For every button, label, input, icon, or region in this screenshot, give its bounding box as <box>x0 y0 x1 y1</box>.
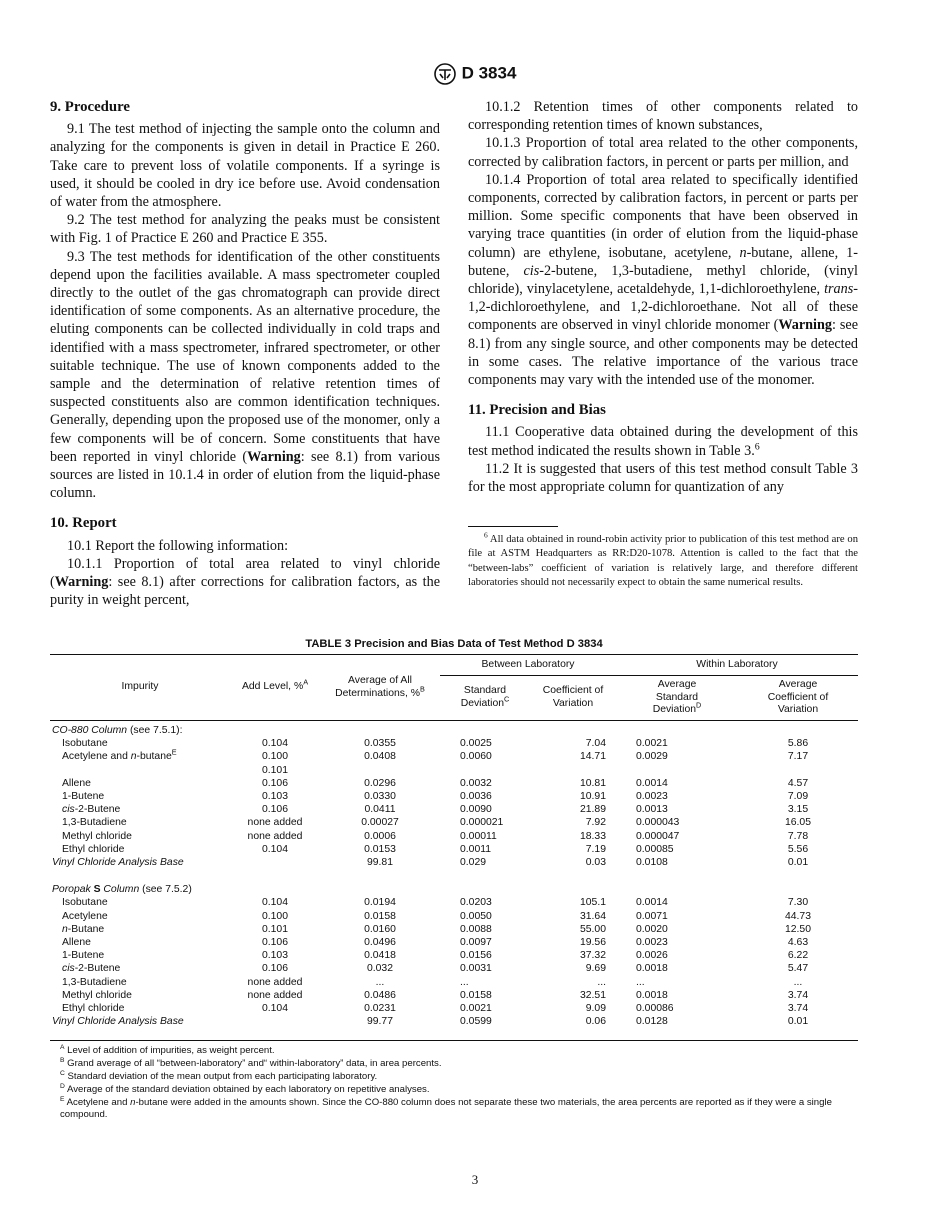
impurity-cell: cis-2-Butene <box>62 963 121 975</box>
impurity-cell: 1-Butene <box>62 791 105 803</box>
table-caption: TABLE 3 Precision and Bias Data of Test Method D 3834 <box>305 638 603 650</box>
value-cell: 44.73 <box>784 910 811 922</box>
footnote-key: E <box>60 1095 65 1103</box>
precision-table <box>50 654 858 1041</box>
italic-n: n <box>130 1096 136 1108</box>
value-cell: 0.106 <box>261 804 288 816</box>
value-cell: 0.0060 <box>460 751 492 763</box>
footnote-key: D <box>60 1082 65 1090</box>
footnote-rule <box>468 526 558 527</box>
value-cell: 0.0071 <box>636 910 668 922</box>
column-name-bold: S <box>93 884 101 896</box>
value-cell: ... <box>636 976 645 988</box>
section-title: CO-880 Column (see 7.5.1): <box>52 725 183 736</box>
value-cell: 0.0156 <box>460 950 492 962</box>
value-cell: 0.103 <box>261 791 288 803</box>
value-cell: 3.74 <box>787 989 809 1001</box>
value-cell: 0.106 <box>261 937 288 949</box>
value-cell: 0.0013 <box>636 804 668 816</box>
header-add-level-text: Add Level, % <box>241 681 304 693</box>
header-average-sup: B <box>420 684 425 694</box>
footnote-6-mark: 6 <box>484 530 488 540</box>
header-wsd-text: Average Standard Deviation <box>652 679 699 716</box>
table-row <box>50 976 858 989</box>
header-avg-standard-deviation <box>616 676 738 721</box>
value-cell: 21.89 <box>579 804 606 816</box>
value-cell: 9.69 <box>585 963 606 975</box>
value-cell: ... <box>793 976 803 988</box>
value-cell: 31.64 <box>579 910 606 922</box>
value-cell: 0.0158 <box>460 989 492 1001</box>
value-cell <box>616 764 738 777</box>
footnote-key: B <box>60 1057 65 1065</box>
value-cell: 4.63 <box>787 937 809 949</box>
header-between-laboratory: Between Laboratory <box>440 655 616 676</box>
value-cell: 0.0026 <box>636 950 668 962</box>
para-10-1: 10.1 Report the following information: <box>67 537 289 554</box>
para-11-1-text: 11.1 Cooperative data obtained during the development of this test method indicated the results shown in Table 3. <box>468 424 858 459</box>
para-9-2: 9.2 The test method for analyzing the peaks must be consistent with Fig. 1 of Practice E 260 and Practice E 355. <box>50 212 440 247</box>
left-column <box>50 98 440 609</box>
value-cell: 0.0160 <box>364 923 396 935</box>
impurity-cell: 1-Butene <box>62 950 105 962</box>
value-cell: 0.00027 <box>361 817 399 829</box>
value-cell: 14.71 <box>579 751 606 763</box>
right-column <box>468 98 858 590</box>
value-cell: 0.0021 <box>636 738 668 750</box>
header-within-laboratory: Within Laboratory <box>616 655 858 676</box>
table-row <box>50 923 858 936</box>
impurity-cell: Allene <box>62 937 91 949</box>
value-cell: 0.0418 <box>364 950 396 962</box>
table-row <box>50 830 858 843</box>
para-10-1-4-d: -1,2-dichloroethylene, and 1,2-dichloroethane. Not all of these components are observed in vinyl chloride monomer ( <box>468 281 858 334</box>
value-cell: 7.04 <box>585 738 606 750</box>
para-9-1: 9.1 The test method of injecting the sample onto the column and analyzing for the components is given in detail in Practice E 260. Take care to prevent loss of volatile components. If a syringe is used, it should be cooled in dry ice before use. Avoid condensation of water from the atmosphere. <box>50 121 440 211</box>
para-9-3-b: : see 8.1) from various sources are listed in 10.1.4 in order of elution from the liquid-phase column. <box>50 448 440 502</box>
value-cell: 3.74 <box>787 1003 809 1015</box>
para-10-1-4-a: 10.1.4 Proportion of total area related to specifically identified components, corrected by calibration factors, in percent or parts per million. Some specific components that have been observed in varying trace quantities (in order of elution from the liquid-phase column) are ethylene, isobutane, acetylene, <box>468 171 858 261</box>
para-10-1-4-e: : see 8.1) from any single source, and other components may be detected in some cases. The relative importance of the various trace components may vary with the intended use of the monomer. <box>468 317 858 389</box>
header-impurity: Impurity <box>50 655 230 721</box>
value-cell: 0.0050 <box>460 910 492 922</box>
value-cell: 0.0408 <box>364 751 396 763</box>
header-standard-deviation <box>440 676 530 721</box>
value-cell: ... <box>597 976 606 988</box>
impurity-cell: cis-2-Butene <box>62 804 121 816</box>
footnote-6 <box>468 530 858 590</box>
value-cell: 0.000043 <box>636 817 680 829</box>
footnote-key: C <box>60 1069 65 1077</box>
value-cell: 0.00011 <box>460 830 497 842</box>
value-cell: 0.0023 <box>636 791 668 803</box>
section-row <box>50 721 858 738</box>
value-cell: 99.81 <box>366 857 393 869</box>
table-footnote: $^A$ Level of addition of impurities, as weight percent. <box>60 1044 275 1057</box>
value-cell: 0.0018 <box>636 989 668 1001</box>
value-cell: 0.0018 <box>636 963 668 975</box>
header-avg-coefficient-variation: Average Coefficient of Variation <box>738 676 858 721</box>
para-11-1 <box>468 423 858 459</box>
value-cell: 7.30 <box>787 897 809 909</box>
value-cell: 0.104 <box>261 1003 288 1015</box>
section-title: Poropak S Column (see 7.5.2) <box>52 884 192 896</box>
italic-n: n <box>739 244 747 261</box>
value-cell <box>738 764 858 777</box>
table-footnotes <box>50 1045 858 1122</box>
value-cell: 0.0158 <box>364 910 396 922</box>
table-row <box>50 896 858 909</box>
value-cell: 0.000047 <box>636 830 680 842</box>
value-cell: 0.0203 <box>460 897 492 909</box>
para-9-3-a: 9.3 The test methods for identification of the other constituents depend upon the facilities available. A mass spectrometer coupled directly to the outlet of the gas chromatograph can provide direct identification of some components. As an alternative procedure, the eluting components can be collected individually in cold traps and identified with a mass spectrometer, infrared spectrometer, or other suitable technique. The use of known components added to the sample and the determination of relative retention times of suspected constituents also are common identification techniques. Generally, depending upon the proposed use of the monomer, only a few components will be of concern. Some constituents that have been reported in vinyl chloride ( <box>50 248 440 465</box>
table-3 <box>50 638 858 1122</box>
table-row <box>50 750 858 763</box>
value-cell: 0.0108 <box>636 857 668 869</box>
table-row <box>50 962 858 975</box>
value-cell: 18.33 <box>579 830 606 842</box>
impurity-cell: Allene <box>62 777 91 789</box>
para-11-2: 11.2 It is suggested that users of this test method consult Table 3 for the most appropriate column for quantization of any <box>468 460 858 496</box>
value-cell: 0.000021 <box>460 817 504 829</box>
value-cell: 0.0355 <box>364 738 396 750</box>
table-row <box>50 764 858 777</box>
impurity-cell <box>50 856 230 869</box>
header-wsd-sup: D <box>696 700 702 710</box>
value-cell: 10.81 <box>579 777 606 789</box>
value-cell: 0.0032 <box>460 777 492 789</box>
para-10-1-2: 10.1.2 Retention times of other components related to corresponding retention times of known substances, <box>468 99 858 134</box>
italic-prefix: n <box>62 923 68 935</box>
value-cell: 32.51 <box>579 989 606 1001</box>
value-cell: 0.0029 <box>636 751 668 763</box>
column-name: Column <box>100 884 140 896</box>
table-row <box>50 936 858 949</box>
value-cell: 0.0330 <box>364 791 396 803</box>
impurity-cell: 1,3-Butadiene <box>62 817 127 829</box>
header-average-text: Average of All Determinations, % <box>335 674 421 699</box>
table-footnote: $^C$ Standard deviation of the mean output from each participating laboratory. <box>60 1069 378 1083</box>
value-cell: 0.01 <box>738 1015 858 1041</box>
value-cell: 0.03 <box>585 857 606 869</box>
value-cell: 0.029 <box>460 857 487 869</box>
value-cell: 0.0496 <box>364 937 396 949</box>
value-cell: 0.0194 <box>364 897 396 909</box>
impurity-cell: Methyl chloride <box>62 989 132 1001</box>
value-cell: 55.00 <box>579 923 606 935</box>
value-cell: 0.0097 <box>460 937 492 949</box>
value-cell: 0.106 <box>261 777 288 789</box>
value-cell: 0.101 <box>261 923 288 935</box>
value-cell: 3.15 <box>787 804 809 816</box>
value-cell: none added <box>247 976 303 988</box>
value-cell: 7.92 <box>585 817 606 829</box>
footnote-ref-e: E <box>171 747 177 757</box>
para-10-1-1-b: : see 8.1) after corrections for calibration factors, as the purity in weight percent, <box>50 574 440 609</box>
italic-cis: cis <box>523 262 540 279</box>
value-cell: 0.0014 <box>636 897 668 909</box>
value-cell: 0.0036 <box>460 791 492 803</box>
italic-prefix: cis <box>62 804 75 816</box>
para-10-1-4-b: -butane, allene, 1-butene, <box>468 244 858 279</box>
table-row <box>50 790 858 803</box>
value-cell: none added <box>247 830 303 842</box>
base-row <box>50 1015 858 1041</box>
value-cell: none added <box>247 817 303 829</box>
value-cell: 0.0088 <box>460 923 492 935</box>
value-cell: 7.78 <box>787 830 809 842</box>
header-add-level <box>230 655 320 721</box>
value-cell: 9.09 <box>585 1003 606 1015</box>
header-sd-sup: C <box>504 694 510 704</box>
value-cell: 5.56 <box>787 843 809 855</box>
value-cell: 0.0020 <box>636 923 668 935</box>
value-cell <box>530 764 616 777</box>
section-row <box>50 869 858 896</box>
value-cell: 0.0090 <box>460 804 492 816</box>
impurity-cell: Isobutane <box>62 897 108 909</box>
value-cell: 0.0021 <box>460 1003 492 1015</box>
table-row <box>50 843 858 856</box>
value-cell: 0.0011 <box>460 843 492 855</box>
value-cell: 5.47 <box>787 963 809 975</box>
para-10-1-3: 10.1.3 Proportion of total area related to the other components, corrected by calibration factors, in percent or parts per million, and <box>468 135 858 170</box>
impurity-cell: Ethyl chloride <box>62 1003 125 1015</box>
value-cell: 7.19 <box>585 843 606 855</box>
value-cell: 0.100 <box>261 910 288 922</box>
value-cell: 6.22 <box>787 950 809 962</box>
value-cell: none added <box>247 989 303 1001</box>
value-cell: 12.50 <box>784 923 811 935</box>
value-cell: 0.0128 <box>616 1015 738 1041</box>
value-cell: 0.0006 <box>364 830 396 842</box>
impurity-cell: 1,3-Butadiene <box>62 976 127 988</box>
header-coefficient-variation: Coefficient of Variation <box>530 676 616 721</box>
value-cell: 0.032 <box>366 963 393 975</box>
value-cell: 7.17 <box>787 751 809 763</box>
base-row <box>50 856 858 869</box>
impurity-cell <box>50 764 230 777</box>
table-row <box>50 816 858 829</box>
value-cell: 0.100 <box>261 751 288 763</box>
value-cell: 0.0296 <box>364 777 396 789</box>
section-11-title: 11. Precision and Bias <box>468 402 606 419</box>
italic-trans: trans <box>824 281 854 298</box>
footnote-ref-6: 6 <box>754 440 760 452</box>
value-cell: 0.0599 <box>440 1015 530 1041</box>
value-cell: 4.57 <box>787 777 809 789</box>
base-label: Vinyl Chloride Analysis Base <box>52 1016 184 1028</box>
italic-prefix: cis <box>62 963 75 975</box>
table-row <box>50 910 858 923</box>
value-cell: 5.86 <box>787 738 809 750</box>
table-row <box>50 1002 858 1015</box>
value-cell: 0.00086 <box>636 1003 674 1015</box>
table-body <box>50 721 858 1041</box>
impurity-cell: Methyl chloride <box>62 830 132 842</box>
value-cell <box>320 764 440 777</box>
header-add-level-sup: A <box>303 677 309 687</box>
value-cell: 0.0231 <box>364 1003 396 1015</box>
impurity-cell: n-Butane <box>62 923 105 935</box>
value-cell: 37.32 <box>579 950 606 962</box>
value-cell: 105.1 <box>579 897 606 909</box>
value-cell: ... <box>460 976 469 988</box>
page-number: 3 <box>471 1172 479 1187</box>
value-cell: 0.06 <box>530 1015 616 1041</box>
value-cell: 16.05 <box>784 817 811 829</box>
para-10-1-1 <box>50 555 440 610</box>
value-cell: 0.0023 <box>636 937 668 949</box>
value-cell: 0.103 <box>261 950 288 962</box>
value-cell: 0.104 <box>261 897 288 909</box>
astm-logo-icon <box>434 63 456 85</box>
impurity-cell: Acetylene <box>62 910 108 922</box>
impurity-cell: Isobutane <box>62 738 108 750</box>
table-footnote: $^D$ Average of the standard deviation obtained by each laboratory on repetitive analyses. <box>60 1082 430 1095</box>
value-cell <box>230 1015 320 1041</box>
value-cell: 7.09 <box>787 791 809 803</box>
impurity-cell <box>50 1015 230 1041</box>
impurity-cell: Acetylene and n-butane$^E$ <box>62 747 177 763</box>
value-cell: 19.56 <box>579 937 606 949</box>
value-cell: ... <box>375 976 385 988</box>
table-row <box>50 949 858 962</box>
value-cell: 0.0486 <box>364 989 396 1001</box>
warning-label: Warning <box>247 448 301 465</box>
value-cell: 10.91 <box>579 791 606 803</box>
footnote-key: A <box>60 1044 65 1052</box>
value-cell: 0.106 <box>261 963 288 975</box>
designation: D 3834 <box>461 63 517 83</box>
warning-label: Warning <box>778 317 832 334</box>
value-cell: 0.0153 <box>364 843 396 855</box>
para-10-1-4 <box>468 171 858 389</box>
footnote-6-text: All data obtained in round-robin activity prior to publication of this test method are on file at ASTM Headquarters as RR:D20-1078. Attention is called to the fact that the “between-labs” coefficient of variation is relatively large, and therefore different laboratories should not necessarily expect to obtain the same numerical results. <box>468 534 858 588</box>
value-cell: 0.0025 <box>460 738 492 750</box>
para-9-3 <box>50 248 440 503</box>
value-cell: 0.0014 <box>636 777 668 789</box>
value-cell: 0.104 <box>261 738 288 750</box>
value-cell <box>230 856 320 869</box>
table-row <box>50 803 858 816</box>
value-cell: 0.104 <box>261 843 288 855</box>
page-header <box>0 63 950 85</box>
value-cell: 0.101 <box>261 764 288 776</box>
value-cell: 0.0031 <box>460 963 492 975</box>
section-10-title: 10. Report <box>50 515 117 532</box>
table-footnote: $^B$ Grand average of all “between-laboratory” and“ within-laboratory” data, in area percents. <box>60 1057 442 1070</box>
table-row <box>50 989 858 1002</box>
header-sd-text: Standard Deviation <box>460 685 507 709</box>
warning-label: Warning <box>54 574 109 591</box>
impurity-cell: Ethyl chloride <box>62 843 125 855</box>
column-name: CO-880 Column <box>52 725 128 736</box>
para-10-1-1-a: 10.1.1 Proportion of total area related to vinyl chloride ( <box>50 555 440 591</box>
column-name: Poropak <box>52 884 94 896</box>
value-cell: 0.0411 <box>364 804 396 816</box>
value-cell <box>440 764 530 777</box>
value-cell: 99.77 <box>320 1015 440 1041</box>
para-10-1-4-c: -2-butene, 1,3-butadiene, methyl chloride, (vinyl chloride), vinylacetylene, acetaldehyde, 1,1-dichloroethylene, <box>468 262 858 298</box>
value-cell: 0.01 <box>787 857 809 869</box>
table-footnote: $^E$ Acetylene and n-butane were added in the amounts shown. Since the CO-880 column does not separate these two materials, the area percents are reported as if they were a single compound. <box>60 1095 832 1121</box>
base-label: Vinyl Chloride Analysis Base <box>52 857 184 869</box>
section-9-title: 9. Procedure <box>50 99 130 115</box>
header-average <box>320 655 440 721</box>
italic-n: n <box>130 751 137 763</box>
table-row <box>50 777 858 790</box>
value-cell: 0.00085 <box>636 843 674 855</box>
